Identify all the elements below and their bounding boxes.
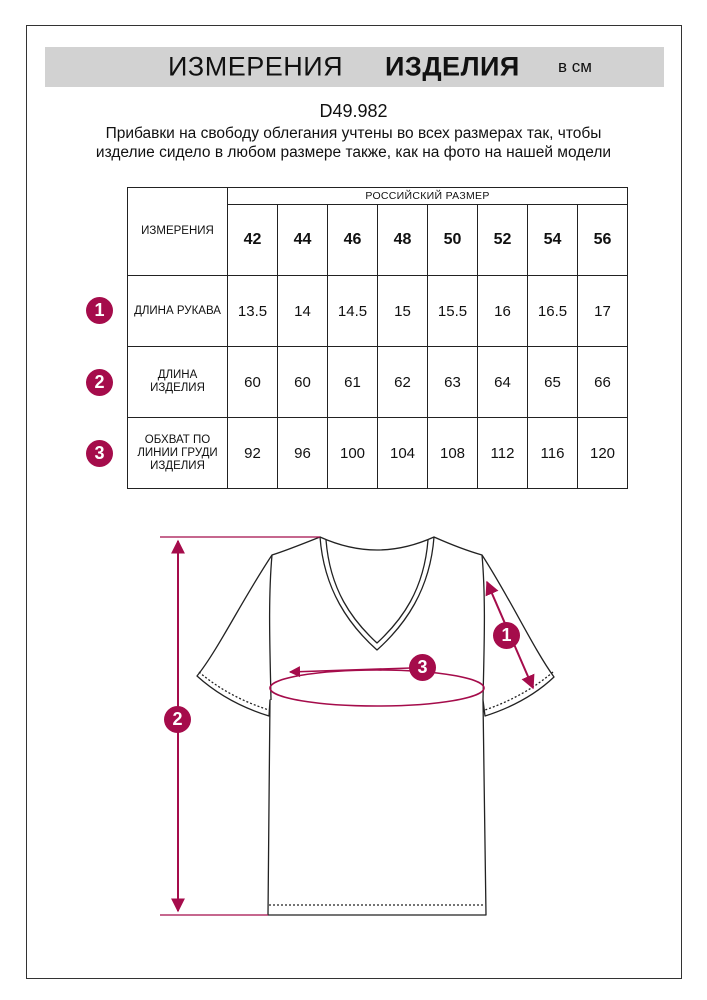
- row-marker-1: 1: [86, 297, 113, 324]
- value-cell: 108: [428, 418, 478, 489]
- value-cell: 116: [528, 418, 578, 489]
- size-header-42: 42: [228, 205, 278, 276]
- size-header-54: 54: [528, 205, 578, 276]
- value-cell: 16.5: [528, 276, 578, 347]
- size-header-52: 52: [478, 205, 528, 276]
- value-cell: 62: [378, 347, 428, 418]
- value-cell: 16: [478, 276, 528, 347]
- value-cell: 100: [328, 418, 378, 489]
- value-cell: 60: [228, 347, 278, 418]
- chest-measure: [270, 668, 484, 706]
- value-cell: 66: [578, 347, 628, 418]
- units-label: в см: [558, 57, 592, 76]
- value-cell: 15: [378, 276, 428, 347]
- row-label: ДЛИНА ИЗДЕЛИЯ: [128, 347, 228, 418]
- value-cell: 14.5: [328, 276, 378, 347]
- value-cell: 61: [328, 347, 378, 418]
- size-group-label: РОССИЙСКИЙ РАЗМЕР: [228, 188, 628, 205]
- size-header-46: 46: [328, 205, 378, 276]
- value-cell: 60: [278, 347, 328, 418]
- title-part1: ИЗМЕРЕНИЯ: [168, 51, 344, 82]
- diagram-marker-2: 2: [164, 706, 191, 733]
- value-cell: 96: [278, 418, 328, 489]
- value-cell: 65: [528, 347, 578, 418]
- value-cell: 112: [478, 418, 528, 489]
- corner-label: ИЗМЕРЕНИЯ: [128, 188, 228, 276]
- value-cell: 15.5: [428, 276, 478, 347]
- value-cell: 13.5: [228, 276, 278, 347]
- row-label: ДЛИНА РУКАВА: [128, 276, 228, 347]
- value-cell: 120: [578, 418, 628, 489]
- value-cell: 64: [478, 347, 528, 418]
- article-code: D49.982: [319, 101, 388, 121]
- row-marker-2: 2: [86, 369, 113, 396]
- tshirt-outline: [197, 537, 554, 915]
- size-header-50: 50: [428, 205, 478, 276]
- value-cell: 14: [278, 276, 328, 347]
- title-part2: ИЗДЕЛИЯ: [385, 51, 520, 82]
- diagram-marker-1: 1: [493, 622, 520, 649]
- value-cell: 104: [378, 418, 428, 489]
- size-header-44: 44: [278, 205, 328, 276]
- value-cell: 17: [578, 276, 628, 347]
- value-cell: 63: [428, 347, 478, 418]
- fit-note: Прибавки на свободу облегания учтены во всех размерах так, чтобы изделие сидело в любом размере также, как на фото на нашей модели: [95, 125, 612, 161]
- value-cell: 92: [228, 418, 278, 489]
- row-marker-3: 3: [86, 440, 113, 467]
- row-label: ОБХВАТ ПО ЛИНИИ ГРУДИ ИЗДЕЛИЯ: [128, 418, 228, 489]
- diagram-marker-3: 3: [409, 654, 436, 681]
- size-header-56: 56: [578, 205, 628, 276]
- size-header-48: 48: [378, 205, 428, 276]
